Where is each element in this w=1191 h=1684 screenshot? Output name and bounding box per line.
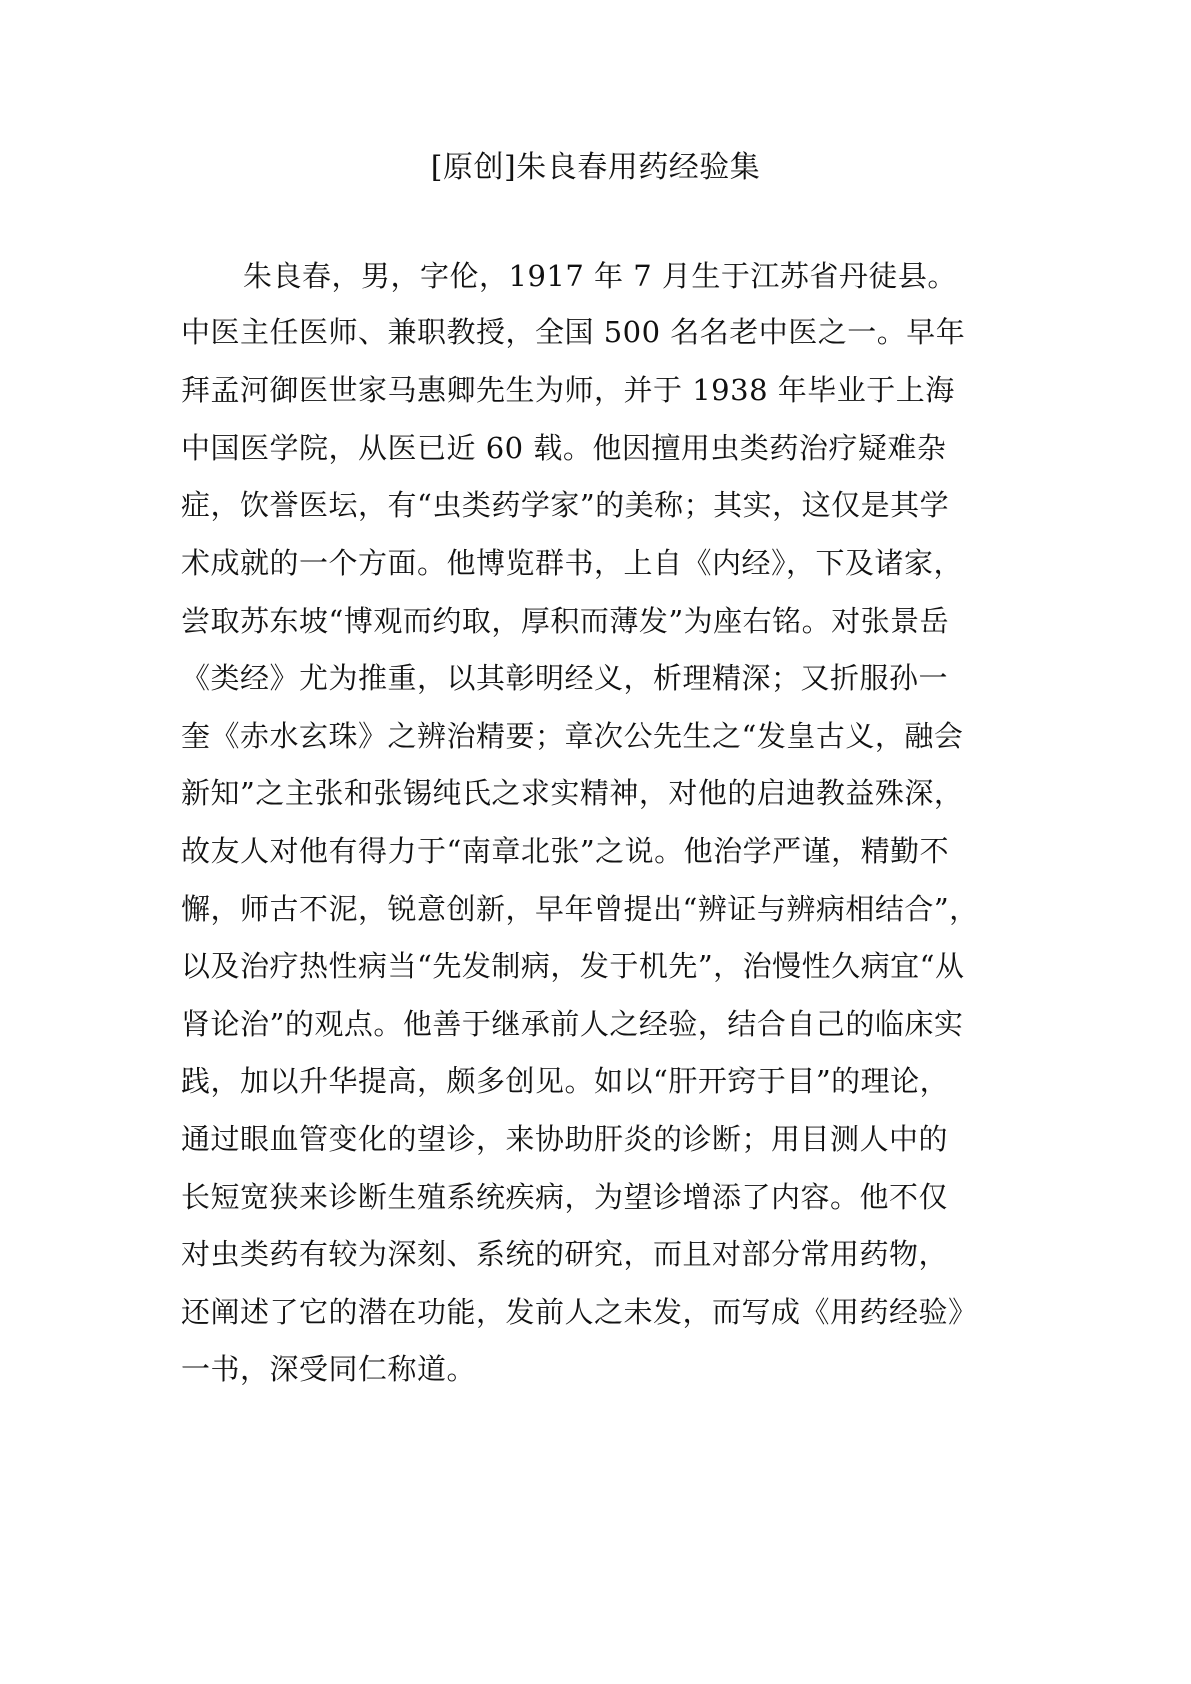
paragraph-line: 中医主任医师、兼职教授，全国 500 名名老中医之一。早年 [181,315,966,349]
paragraph-line: 术成就的一个方面。他博览群书，上自《内经》，下及诸家， [181,546,964,580]
paragraph-line: 症，饮誉医坛，有“虫类药学家”的美称；其实，这仅是其学 [181,488,950,522]
paragraph-line: 对虫类药有较为深刻、系统的研究，而且对部分常用药物， [181,1237,949,1271]
paragraph-line: 践，加以升华提高，颇多创见。如以“肝开窍于目”的理论， [181,1064,950,1098]
paragraph-line: 懈，师古不泥，锐意创新，早年曾提出“辨证与辨病相结合”， [181,892,979,926]
paragraph-line: 一书，深受同仁称道。 [181,1352,477,1386]
paragraph-line: 朱良春，男，字伦，1917 年 7 月生于江苏省丹徒县。 [243,259,957,293]
paragraph-line: 以及治疗热性病当“先发制病，发于机先”，治慢性久病宜“从 [181,949,965,983]
paragraph-line: 中国医学院，从医已近 60 载。他因擅用虫类药治疗疑难杂 [181,431,947,465]
paragraph-line: 尝取苏东坡“博观而约取，厚积而薄发”为座右铭。对张景岳 [181,604,950,638]
document-title: [原创]朱良春用药经验集 [430,150,761,185]
paragraph-line: 故友人对他有得力于“南章北张”之说。他治学严谨，精勤不 [181,834,950,868]
paragraph-line: 通过眼血管变化的望诊，来协助肝炎的诊断；用目测人中的 [181,1122,949,1156]
paragraph-line: 肾论治”的观点。他善于继承前人之经验，结合自己的临床实 [181,1007,964,1041]
paragraph-line: 长短宽狭来诊断生殖系统疾病，为望诊增添了内容。他不仅 [181,1180,949,1214]
paragraph-line: 奎《赤水玄珠》之辨治精要；章次公先生之“发皇古义，融会 [181,719,964,753]
paragraph-line: 《类经》尤为推重，以其彰明经义，析理精深；又折服孙一 [181,661,949,695]
paragraph-line: 拜孟河御医世家马惠卿先生为师，并于 1938 年毕业于上海 [181,373,955,407]
paragraph-line: 新知”之主张和张锡纯氏之求实精神，对他的启迪教益殊深， [181,776,964,810]
paragraph-line: 还阐述了它的潜在功能，发前人之未发，而写成《用药经验》 [181,1295,978,1329]
